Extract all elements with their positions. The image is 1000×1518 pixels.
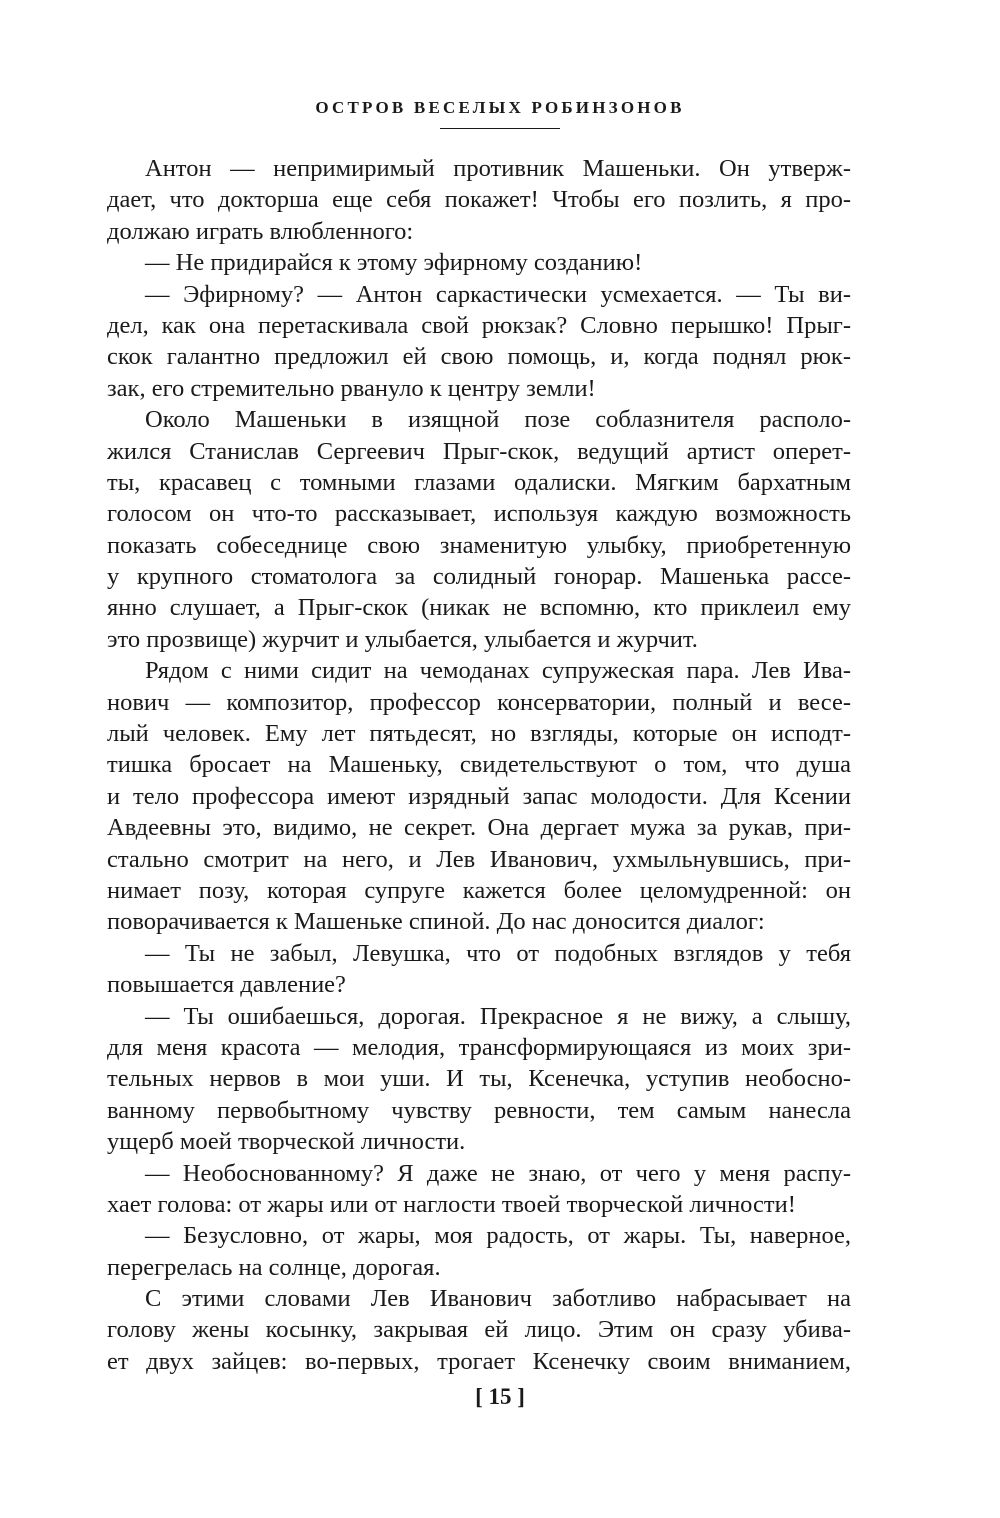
text-line: — Не придирайся к этому эфирному созданию! <box>145 249 643 277</box>
text-line: поворачивается к Машеньке спиной. До нас доносится диалог: <box>107 908 765 936</box>
text-line: и тело профессора имеют изрядный запас молодости. Для Ксении <box>107 782 851 810</box>
text-line: дает, что докторша еще себя покажет! Чтобы его позлить, я про- <box>107 186 851 214</box>
text-line: должаю играть влюбленного: <box>107 217 414 245</box>
text-line: жился Станислав Сергеевич Прыг-скок, ведущий артист оперет- <box>107 437 851 465</box>
text-line: янно слушает, а Прыг-скок (никак не вспомню, кто приклеил ему <box>107 594 851 622</box>
page-number: [ 15 ] <box>475 1384 525 1409</box>
text-line: нович — композитор, профессор консерватории, полный и весе- <box>107 688 851 716</box>
text-line: ты, красавец с томными глазами одалиски. Мягким бархатным <box>107 468 851 496</box>
text-line: — Эфирному? — Антон саркастически усмехается. — Ты ви- <box>145 280 851 308</box>
text-line: дел, как она перетаскивала свой рюкзак? Словно перышко! Прыг- <box>107 311 851 339</box>
text-line: С этими словами Лев Иванович заботливо набрасывает на <box>145 1285 851 1313</box>
text-line: ущерб моей творческой личности. <box>107 1128 466 1156</box>
text-line: показать собеседнице свою знаменитую улыбку, приобретенную <box>107 531 851 559</box>
text-line: — Необоснованному? Я даже не знаю, от чего у меня распу- <box>145 1159 851 1187</box>
text-line: зак, его стремительно рвануло к центру земли! <box>107 374 596 402</box>
text-line: голову жены косынку, закрывая ей лицо. Этим он сразу убива- <box>107 1316 851 1344</box>
text-line: — Ты ошибаешься, дорогая. Прекрасное я не вижу, а слышу, <box>145 1002 851 1030</box>
text-line: стально смотрит на него, и Лев Иванович, ухмыльнувшись, при- <box>107 845 851 873</box>
text-line: ванному первобытному чувству ревности, тем самым нанесла <box>107 1096 851 1124</box>
text-line: Авдеевны это, видимо, не секрет. Она дергает мужа за рукав, при- <box>107 814 851 842</box>
running-head: ОСТРОВ ВЕСЕЛЫХ РОБИНЗОНОВ <box>315 98 685 117</box>
text-line: тишка бросает на Машеньку, свидетельствуют о том, что душа <box>107 751 851 779</box>
text-line: это прозвище) журчит и улыбается, улыбается и журчит. <box>107 625 698 653</box>
text-line: Рядом с ними сидит на чемоданах супружеская пара. Лев Ива- <box>145 657 851 685</box>
text-line: у крупного стоматолога за солидный гонорар. Машенька рассе- <box>107 563 851 591</box>
body-text <box>107 153 851 1377</box>
text-line: повышается давление? <box>107 971 346 999</box>
text-line: перегрелась на солнце, дорогая. <box>107 1253 441 1281</box>
text-line: — Ты не забыл, Левушка, что от подобных взглядов у тебя <box>145 939 851 967</box>
text-line: Антон — непримиримый противник Машеньки. Он утверж- <box>145 155 851 182</box>
text-line: скок галантно предложил ей свою помощь, и, когда поднял рюк- <box>107 343 851 371</box>
text-line: голосом он что-то рассказывает, используя каждую возможность <box>107 500 851 528</box>
header-rule <box>440 128 560 129</box>
text-line: — Безусловно, от жары, моя радость, от жары. Ты, наверное, <box>145 1222 851 1250</box>
text-line: лый человек. Ему лет пятьдесят, но взгляды, которые он исподт- <box>107 720 851 748</box>
text-line: хает голова: от жары или от наглости твоей творческой личности! <box>107 1190 796 1218</box>
text-line: Около Машеньки в изящной позе соблазнителя располо- <box>145 406 851 434</box>
text-line: тельных нервов в мои уши. И ты, Ксенечка, уступив необосно- <box>107 1065 851 1093</box>
text-line: для меня красота — мелодия, трансформирующаяся из моих зри- <box>107 1033 851 1061</box>
text-line: нимает позу, которая супруге кажется более целомудренной: он <box>107 876 851 904</box>
text-line: ет двух зайцев: во-первых, трогает Ксенечку своим вниманием, <box>107 1347 851 1375</box>
